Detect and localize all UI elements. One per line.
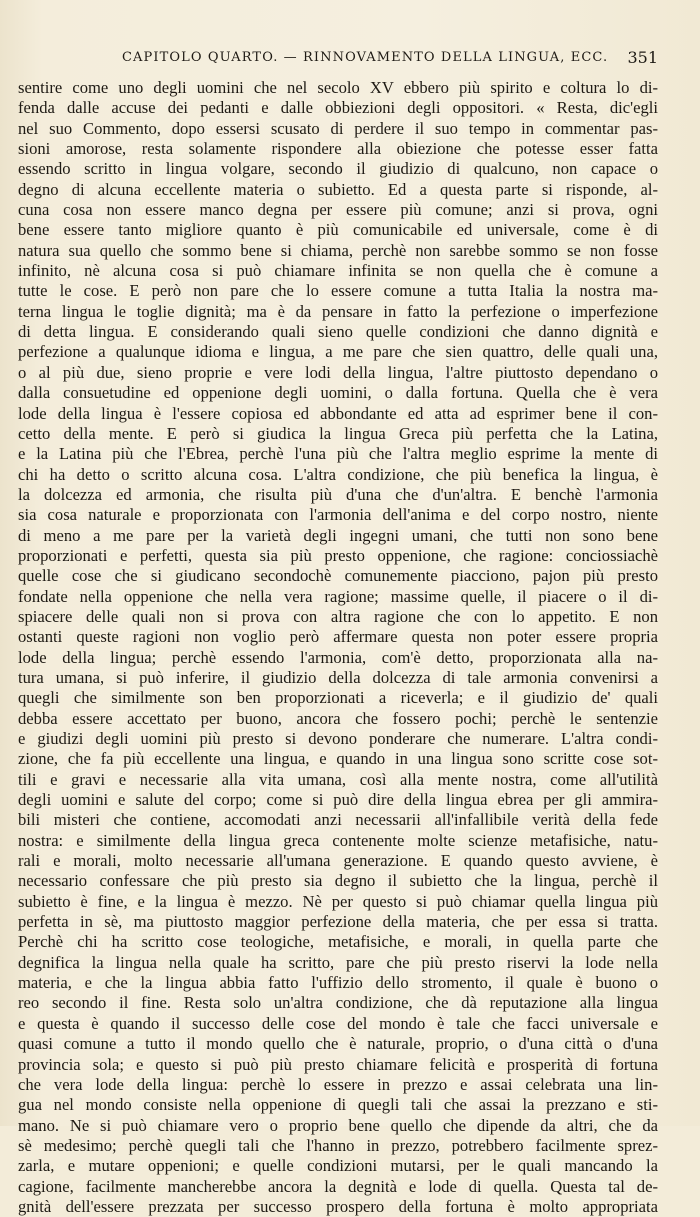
text-line: tutte le cose. E però non pare che lo essere comune a tutta Italia la nostra ma- — [18, 281, 658, 301]
running-title: CAPITOLO QUARTO. — RINNOVAMENTO DELLA LINGUA, ECC. — [122, 50, 609, 65]
text-line: lode della lingua è l'essere copiosa ed abbondante ed atta ad esprimer bene il con- — [18, 403, 658, 423]
text-line: cetto della mente. E però si giudica la lingua Greca più perfetta che la Latina, — [18, 423, 658, 443]
text-line: degnifica la lingua nella quale ha scritto, pare che più presto riservi la lode nella — [18, 952, 658, 972]
text-line: sè medesimo; perchè quegli tali che l'hanno in prezzo, potrebbero facilmente sprez- — [18, 1135, 658, 1155]
text-line: subietto è fine, e la lingua è mezzo. Nè per questo si può chiamar quella lingua più — [18, 891, 658, 911]
running-head — [22, 50, 658, 70]
text-line: essendo scritto in lingua volgare, secondo il giudizio di qualcuno, non capace o — [18, 159, 658, 179]
text-line: lode della lingua; perchè essendo l'armonia, com'è detto, proporzionata alla na- — [18, 647, 658, 667]
text-line: spiacere delle quali non si prova con altra ragione che con lo appetito. E non — [18, 606, 658, 626]
text-line: reo secondo il fine. Resta solo un'altra condizione, che dà reputazione alla lingua — [18, 993, 658, 1013]
text-line: necessario confessare che più presto sia degno il subietto che la lingua, perchè il — [18, 871, 658, 891]
text-line: quelle cose che si giudicano secondochè comunemente piacciono, pajon più presto — [18, 566, 658, 586]
text-line: debba essere accettato per buono, ancora che fossero pochi; perchè le sentenzie — [18, 708, 658, 728]
body-text — [18, 78, 658, 1217]
text-line: degno di alcuna eccellente materia o subietto. Ed a questa parte si risponde, al- — [18, 179, 658, 199]
text-line: fondate nella oppenione che nella vera ragione; massime quelle, il piacere o il di- — [18, 586, 658, 606]
text-line: cagione, facilmente mancherebbe ancora la degnità e lode di quella. Questa tal de- — [18, 1176, 658, 1196]
text-line: e giudizi degli uomini più presto si devono ponderare che numerare. L'altra condi- — [18, 729, 658, 748]
text-line: natura sua quello che sommo bene si chiama, perchè non sarebbe sommo se non fosse — [18, 240, 658, 260]
text-line: gnità dell'essere prezzata per successo prospero della fortuna è molto appropriata — [18, 1196, 658, 1216]
text-line: bene essere tanto migliore quanto è più comunicabile ed universale, come è di — [18, 220, 658, 240]
text-line: terna lingua le toglie dignità; ma è da pensare in fatto la perfezione o imperfezione — [18, 301, 658, 321]
text-line: e questa è quando il successo delle cose del mondo è tale che facci universale e — [18, 1013, 658, 1033]
text-line: di meno a me pare per la varietà degli ingegni umani, che tutti non sono bene — [18, 525, 658, 545]
text-line: proporzionati e perfetti, questa sia più presto oppenione, che ragione: conciossiachè — [18, 545, 658, 565]
text-line: nel suo Commento, dopo essersi scusato di perdere il suo tempo in commentar pas- — [18, 118, 658, 138]
text-line: mano. Ne si può chiamare vero o proprio bene quello che dipende da altri, che da — [18, 1115, 658, 1135]
text-line: di detta lingua. E considerando quali sieno quelle condizioni che danno dignità e — [18, 322, 658, 342]
text-line: quegli che similmente son ben proporzionati a riceverla; e il giudizio de' quali — [18, 688, 658, 708]
text-line: perfezione a qualunque idioma e lingua, a me pare che sien quattro, delle quali una, — [18, 342, 658, 362]
text-line: Perchè chi ha scritto cose teologiche, metafisiche, e morali, in quella parte che — [18, 932, 658, 952]
text-line: che vera lode della lingua: perchè lo essere in prezzo e assai celebrata una lin- — [18, 1074, 658, 1094]
text-line: sioni amorose, resta solamente rispondere alla obiezione che potesse esser fatta — [18, 139, 658, 159]
text-line: perfetta in sè, ma piuttosto maggior perfezione della materia, che per essa si tratta. — [18, 912, 658, 932]
text-line: infinito, nè alcuna cosa si può chiamare infinita se non quella che è comune a — [18, 261, 658, 281]
text-line: rali e morali, molto necessarie all'umana generazione. E quando questo avviene, è — [18, 851, 658, 871]
text-line: zione, che fa più eccellente una lingua, e quando in una lingua sono scritte cose sot- — [18, 749, 658, 769]
text-line: la dolcezza ed armonia, che risulta più d'una che d'un'altra. E benchè l'armonia — [18, 484, 658, 504]
text-line: fenda dalle accuse dei pedanti e dalle obbiezioni degli oppositori. « Resta, dic'egli — [18, 98, 658, 118]
text-line: gua nel mondo consiste nella oppenione di quegli tali che assai la prezzano e sti- — [18, 1095, 658, 1115]
text-line: bili misteri che contiene, accomodati anzi necessarii all'infallibile verità della fede — [18, 810, 658, 830]
text-line: dalla consuetudine ed oppenione degli uomini, o dalla fortuna. Quella che è vera — [18, 383, 658, 403]
text-line: chi ha detto o scritto alcuna cosa. L'altra condizione, che più benefica la lingua, è — [18, 464, 658, 484]
text-line: sentire come uno degli uomini che nel secolo XV ebbero più spirito e coltura lo di- — [18, 78, 658, 97]
text-line: quasi comune a tutto il mondo quello che è naturale, proprio, o d'una città o d'una — [18, 1034, 658, 1054]
text-line: nostra: e similmente della lingua greca contenente molte scienze metafisiche, natu- — [18, 830, 658, 850]
text-line: zarla, e mutare oppenioni; e quelle condizioni mutarsi, per le quali mancando la — [18, 1156, 658, 1176]
text-line: materia, e che la lingua abbia fatto l'uffizio dello stromento, il quale è buono o — [18, 973, 658, 993]
text-line: tura umana, si può inferire, il giudizio della dolcezza di tale armonia convenirsi a — [18, 667, 658, 687]
text-line: cuna cosa non essere manco degna per essere più comune; anzi si prova, ogni — [18, 200, 658, 220]
text-line: o al più due, sieno proprie e vere lodi della lingua, l'altre piuttosto dependano o — [18, 362, 658, 382]
text-line: e la Latina più che l'Ebrea, perchè l'una più che l'altra meglio esprime la mente di — [18, 444, 658, 464]
text-line: sia cosa naturale e proporzionata con l'armonia dell'anima e del corpo nostro, niente — [18, 505, 658, 525]
text-line: degli uomini e salute del corpo; come si può dire della lingua ebrea per gli ammira- — [18, 790, 658, 810]
text-line: tili e gravi e necessarie alla vita umana, così alla mente nostra, come all'utilità — [18, 769, 658, 789]
page-number: 351 — [627, 48, 658, 67]
text-line: provincia sola; e questo si può più presto chiamare felicità e prosperità di fortuna — [18, 1054, 658, 1074]
text-line: ostanti queste ragioni non voglio però affermare questa non poter essere propria — [18, 627, 658, 647]
